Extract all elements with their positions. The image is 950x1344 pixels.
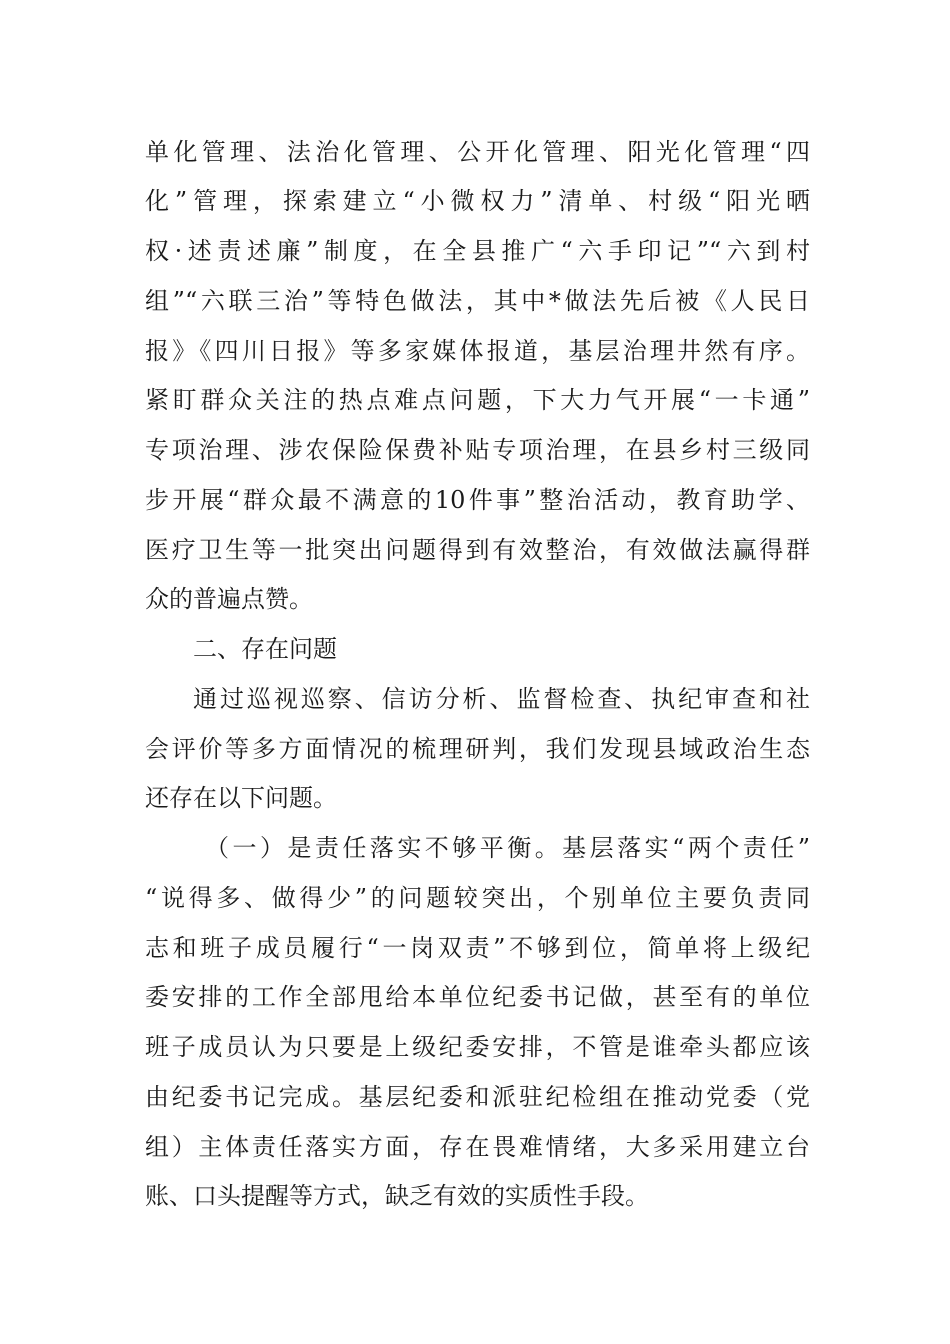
text-line-6: 紧盯群众关注的热点难点问题，下大力气开展“一卡通” bbox=[145, 386, 810, 414]
text-line-9: 医疗卫生等一批突出问题得到有效整治，有效做法赢得群 bbox=[145, 536, 810, 564]
subsection-heading-line: （一）是责任落实不够平衡。基层落实“两个责任” bbox=[205, 834, 810, 862]
text-line-10: 众的普遍点赞。 bbox=[145, 585, 313, 613]
text-line-16: “说得多、做得少”的问题较突出，个别单位主要负责同 bbox=[145, 884, 810, 912]
section-heading: 二、存在问题 bbox=[193, 635, 337, 663]
text-line-21: 组）主体责任落实方面，存在畏难情绪，大多采用建立台 bbox=[145, 1133, 810, 1161]
text-line-13: 会评价等多方面情况的梳理研判，我们发现县域政治生态 bbox=[145, 735, 810, 763]
text-line-5: 报》《四川日报》等多家媒体报道，基层治理井然有序。 bbox=[145, 337, 810, 365]
text-line-8: 步开展“群众最不满意的10件事”整治活动，教育助学、 bbox=[145, 486, 810, 514]
text-line-22: 账、口头提醒等方式，缺乏有效的实质性手段。 bbox=[145, 1182, 649, 1210]
text-line-7: 专项治理、涉农保险保费补贴专项治理，在县乡村三级同 bbox=[145, 436, 810, 464]
text-line-1: 单化管理、法治化管理、公开化管理、阳光化管理“四 bbox=[145, 138, 810, 166]
text-line-3: 权·述责述廉”制度，在全县推广“六手印记”“六到村 bbox=[145, 237, 810, 265]
text-line-12: 通过巡视巡察、信访分析、监督检查、执纪审查和社 bbox=[193, 685, 810, 713]
text-line-18: 委安排的工作全部甩给本单位纪委书记做，甚至有的单位 bbox=[145, 983, 810, 1011]
text-line-4: 组”“六联三治”等特色做法，其中*做法先后被《人民日 bbox=[145, 287, 810, 315]
text-line-2: 化”管理，探索建立“小微权力”清单、村级“阳光晒 bbox=[145, 187, 810, 215]
text-line-17: 志和班子成员履行“一岗双责”不够到位，简单将上级纪 bbox=[145, 934, 810, 962]
text-line-20: 由纪委书记完成。基层纪委和派驻纪检组在推动党委（党 bbox=[145, 1083, 810, 1111]
text-line-14: 还存在以下问题。 bbox=[145, 784, 337, 812]
text-line-19: 班子成员认为只要是上级纪委安排，不管是谁牵头都应该 bbox=[145, 1033, 810, 1061]
